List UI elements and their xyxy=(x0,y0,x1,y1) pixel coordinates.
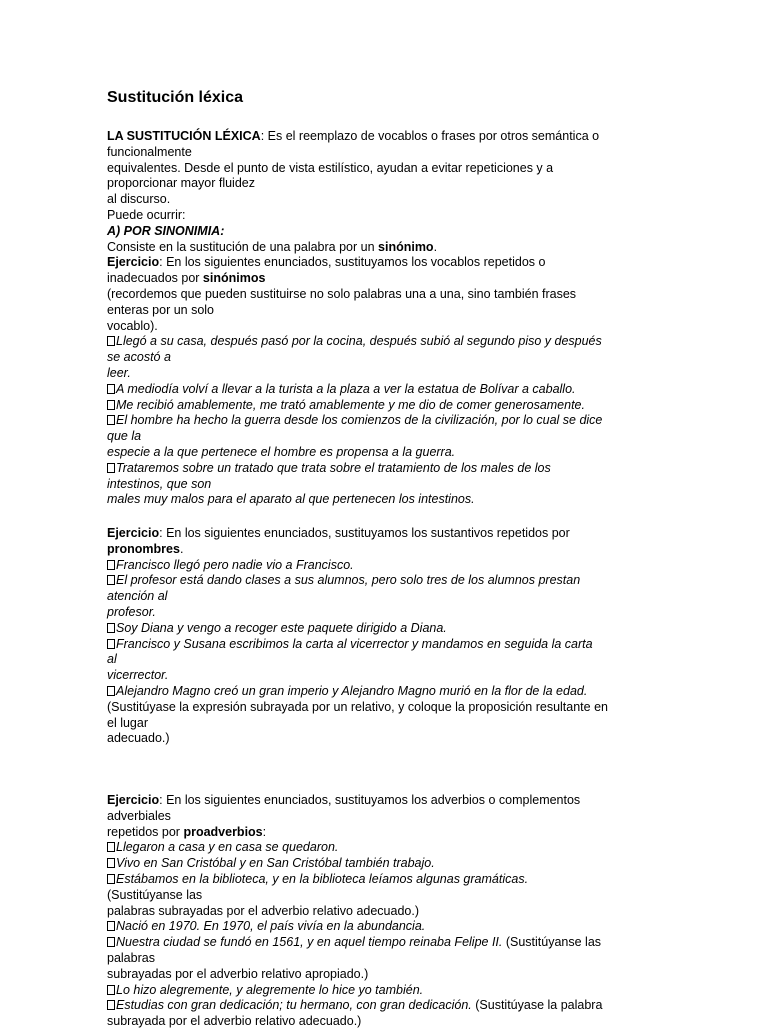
list-item: A mediodía volví a llevar a la turista a la plaza a ver la estatua de Bolívar a caballo. xyxy=(107,382,667,398)
list-item-note: subrayadas por el adverbio relativo apropiado.) xyxy=(107,966,369,981)
list-item-continuation: profesor. xyxy=(107,604,156,619)
intro-line-6: Puede ocurrir: xyxy=(107,207,186,222)
exercise-label: Ejercicio xyxy=(107,793,160,807)
intro-section xyxy=(107,129,667,508)
checkbox-glyph-icon xyxy=(107,384,115,394)
exercise-2-section xyxy=(107,526,667,747)
list-item: Estudias con gran dedicación; tu hermano, con gran dedicación. (Sustitúyase la palabra xyxy=(107,998,667,1014)
exercise-2-line-1: Ejercicio: En los siguientes enunciados, sustituyamos los sustantivos repetidos por xyxy=(107,526,570,540)
list-item: Nuestra ciudad se fundó en 1561, y en aquel tiempo reinaba Felipe II. (Sustitúyanse las xyxy=(107,935,667,951)
list-item: Francisco llegó pero nadie vio a Francisco. xyxy=(107,558,667,574)
list-item-note: (Sustitúyanse las xyxy=(107,887,203,902)
list-item: El profesor está dando clases a sus alumnos, pero solo tres de los alumnos prestan xyxy=(107,573,667,589)
checkbox-glyph-icon xyxy=(107,686,115,696)
checkbox-glyph-icon xyxy=(107,400,115,410)
intro-line-2: funcionalmente xyxy=(107,144,192,159)
checkbox-glyph-icon xyxy=(107,336,115,346)
list-item: Llegó a su casa, después pasó por la cocina, después subió al segundo piso y después xyxy=(107,334,667,350)
exercise-1-line-3: (recordemos que pueden sustituirse no solo palabras una a una, sino también frases xyxy=(107,286,577,301)
checkbox-glyph-icon xyxy=(107,463,115,473)
list-item-continuation: al xyxy=(107,652,117,667)
intro-term: LA SUSTITUCIÓN LÉXICA xyxy=(107,129,261,143)
checkbox-glyph-icon xyxy=(107,858,115,868)
intro-line-3: equivalentes. Desde el punto de vista estilístico, ayudan a evitar repeticiones y a xyxy=(107,160,554,175)
section-heading-sinonimia: A) POR SINONIMIA: xyxy=(107,223,225,238)
checkbox-glyph-icon xyxy=(107,874,115,884)
exercise-3-section xyxy=(107,793,667,1030)
exercise-3-line-3: repetidos por proadverbios: xyxy=(107,824,267,839)
list-item: Francisco y Susana escribimos la carta al vicerrector y mandamos en seguida la carta xyxy=(107,637,667,653)
intro-line-8: Consiste en la sustitución de una palabra por un sinónimo. xyxy=(107,239,438,254)
list-item-note: palabras subrayadas por el adverbio relativo adecuado.) xyxy=(107,903,419,918)
checkbox-glyph-icon xyxy=(107,415,115,425)
checkbox-glyph-icon xyxy=(107,1000,115,1010)
intro-line-5: al discurso. xyxy=(107,192,171,207)
exercise-1-line-4: enteras por un solo xyxy=(107,302,215,317)
list-item-continuation: vicerrector. xyxy=(107,668,169,683)
exercise-3-line-2: adverbiales xyxy=(107,808,171,823)
checkbox-glyph-icon xyxy=(107,937,115,947)
list-item-continuation: se acostó a xyxy=(107,350,171,365)
list-item-note: palabras xyxy=(107,950,155,965)
list-item: Estábamos en la biblioteca, y en la biblioteca leíamos algunas gramáticas. xyxy=(107,872,667,888)
checkbox-glyph-icon xyxy=(107,985,115,995)
checkbox-glyph-icon xyxy=(107,623,115,633)
list-item-continuation: intestinos, que son xyxy=(107,476,212,491)
exercise-2-note-3: adecuado.) xyxy=(107,731,170,746)
list-item: Nació en 1970. En 1970, el país vivía en la abundancia. xyxy=(107,919,667,935)
list-item: Lo hizo alegremente, y alegremente lo hice yo también. xyxy=(107,983,667,999)
intro-line-1: LA SUSTITUCIÓN LÉXICA: Es el reemplazo de vocablos o frases por otros semántica o xyxy=(107,129,600,143)
exercise-3-line-1: Ejercicio: En los siguientes enunciados, sustituyamos los adverbios o complementos xyxy=(107,793,581,807)
exercise-label: Ejercicio xyxy=(107,255,160,270)
checkbox-glyph-icon xyxy=(107,560,115,570)
list-item-continuation: males muy malos para el aparato al que pertenecen los intestinos. xyxy=(107,492,475,507)
checkbox-glyph-icon xyxy=(107,921,115,931)
list-item-continuation: especie a la que pertenece el hombre es propensa a la guerra. xyxy=(107,444,456,459)
list-item: El hombre ha hecho la guerra desde los comienzos de la civilización, por lo cual se dice xyxy=(107,413,667,429)
list-item: Me recibió amablemente, me trató amablemente y me dio de comer generosamente. xyxy=(107,398,667,414)
document-title: Sustitución léxica xyxy=(107,89,244,106)
list-item: Llegaron a casa y en casa se quedaron. xyxy=(107,840,667,856)
checkbox-glyph-icon xyxy=(107,842,115,852)
checkbox-glyph-icon xyxy=(107,639,115,649)
list-item-continuation: que la xyxy=(107,429,142,444)
list-item-note: subrayada por el adverbio relativo adecuado.) xyxy=(107,1014,362,1029)
exercise-2-note-2: el lugar xyxy=(107,715,148,730)
exercise-1-line-2: inadecuados por sinónimos xyxy=(107,271,266,286)
exercise-1-line-1: Ejercicio: En los siguientes enunciados, sustituyamos los vocablos repetidos o xyxy=(107,255,546,270)
exercise-2-line-2: pronombres. xyxy=(107,541,184,556)
list-item: Alejandro Magno creó un gran imperio y Alejandro Magno murió en la flor de la edad. xyxy=(107,684,667,700)
checkbox-glyph-icon xyxy=(107,575,115,585)
list-item: Soy Diana y vengo a recoger este paquete dirigido a Diana. xyxy=(107,621,667,637)
exercise-2-note-1: (Sustitúyase la expresión subrayada por un relativo, y coloque la proposición resultante en xyxy=(107,699,608,714)
list-item: Trataremos sobre un tratado que trata sobre el tratamiento de los males de los xyxy=(107,461,667,477)
list-item-continuation: leer. xyxy=(107,365,131,380)
list-item-continuation: atención al xyxy=(107,589,168,604)
list-item: Vivo en San Cristóbal y en San Cristóbal también trabajo. xyxy=(107,856,667,872)
exercise-1-line-5: vocablo). xyxy=(107,318,158,333)
exercise-label: Ejercicio xyxy=(107,526,160,540)
intro-line-4: proporcionar mayor fluidez xyxy=(107,176,255,191)
